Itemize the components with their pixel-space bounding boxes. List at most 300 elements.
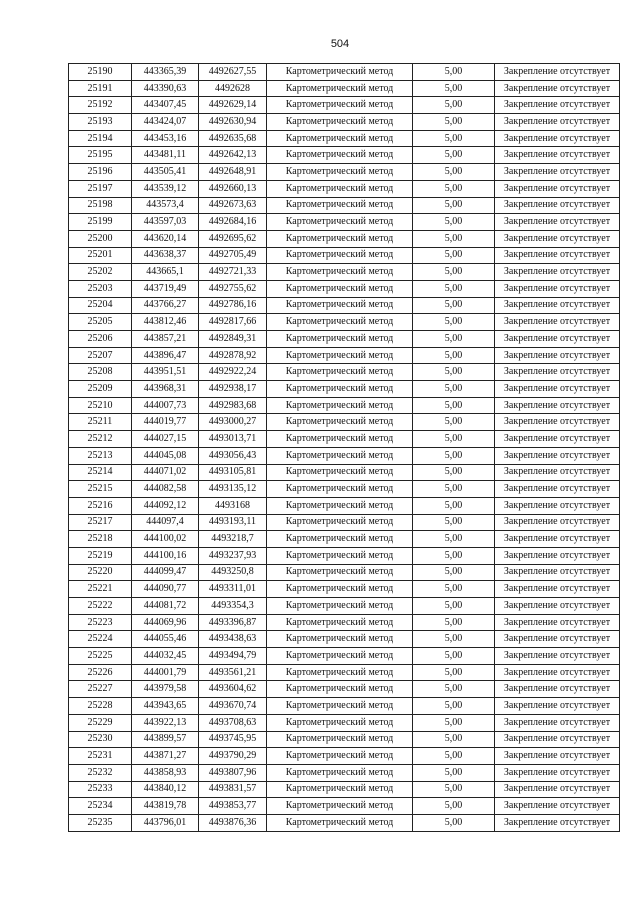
table-row — [69, 280, 620, 297]
table-row — [69, 314, 620, 331]
y-coordinate-cell: 4493876,36 — [199, 814, 267, 831]
marking-cell: Закрепление отсутствует — [495, 681, 620, 698]
y-coordinate-cell: 4492684,16 — [199, 214, 267, 231]
table-row — [69, 814, 620, 831]
x-coordinate-cell: 443365,39 — [132, 64, 199, 81]
table-row — [69, 247, 620, 264]
accuracy-cell: 5,00 — [413, 598, 495, 615]
coordinates-table — [68, 63, 620, 832]
table-row — [69, 798, 620, 815]
y-coordinate-cell: 4492695,62 — [199, 230, 267, 247]
marking-cell: Закрепление отсутствует — [495, 80, 620, 97]
accuracy-cell: 5,00 — [413, 781, 495, 798]
accuracy-cell: 5,00 — [413, 481, 495, 498]
accuracy-cell: 5,00 — [413, 631, 495, 648]
accuracy-cell: 5,00 — [413, 130, 495, 147]
accuracy-cell: 5,00 — [413, 648, 495, 665]
point-number-cell: 25206 — [69, 331, 132, 348]
x-coordinate-cell: 443620,14 — [132, 230, 199, 247]
table-row — [69, 114, 620, 131]
marking-cell: Закрепление отсутствует — [495, 698, 620, 715]
accuracy-cell: 5,00 — [413, 514, 495, 531]
x-coordinate-cell: 444007,73 — [132, 397, 199, 414]
y-coordinate-cell: 4492628 — [199, 80, 267, 97]
table-row — [69, 664, 620, 681]
accuracy-cell: 5,00 — [413, 80, 495, 97]
x-coordinate-cell: 444090,77 — [132, 581, 199, 598]
table-row — [69, 497, 620, 514]
method-cell: Картометрический метод — [267, 180, 413, 197]
x-coordinate-cell: 443951,51 — [132, 364, 199, 381]
y-coordinate-cell: 4492983,68 — [199, 397, 267, 414]
method-cell: Картометрический метод — [267, 214, 413, 231]
accuracy-cell: 5,00 — [413, 364, 495, 381]
table-row — [69, 731, 620, 748]
marking-cell: Закрепление отсутствует — [495, 164, 620, 181]
method-cell: Картометрический метод — [267, 764, 413, 781]
y-coordinate-cell: 4493396,87 — [199, 614, 267, 631]
method-cell: Картометрический метод — [267, 397, 413, 414]
table-row — [69, 581, 620, 598]
x-coordinate-cell: 443858,93 — [132, 764, 199, 781]
accuracy-cell: 5,00 — [413, 748, 495, 765]
marking-cell: Закрепление отсутствует — [495, 814, 620, 831]
y-coordinate-cell: 4493745,95 — [199, 731, 267, 748]
method-cell: Картометрический метод — [267, 748, 413, 765]
accuracy-cell: 5,00 — [413, 681, 495, 698]
table-row — [69, 431, 620, 448]
accuracy-cell: 5,00 — [413, 664, 495, 681]
point-number-cell: 25198 — [69, 197, 132, 214]
y-coordinate-cell: 4492705,49 — [199, 247, 267, 264]
y-coordinate-cell: 4492922,24 — [199, 364, 267, 381]
table-row — [69, 297, 620, 314]
table-row — [69, 547, 620, 564]
point-number-cell: 25221 — [69, 581, 132, 598]
table-body — [69, 64, 620, 832]
table-row — [69, 64, 620, 81]
method-cell: Картометрический метод — [267, 230, 413, 247]
accuracy-cell: 5,00 — [413, 531, 495, 548]
table-row — [69, 531, 620, 548]
table-row — [69, 331, 620, 348]
marking-cell: Закрепление отсутствует — [495, 581, 620, 598]
marking-cell: Закрепление отсутствует — [495, 297, 620, 314]
marking-cell: Закрепление отсутствует — [495, 331, 620, 348]
marking-cell: Закрепление отсутствует — [495, 648, 620, 665]
table-row — [69, 631, 620, 648]
point-number-cell: 25212 — [69, 431, 132, 448]
point-number-cell: 25202 — [69, 264, 132, 281]
table-row — [69, 364, 620, 381]
method-cell: Картометрический метод — [267, 598, 413, 615]
method-cell: Картометрический метод — [267, 147, 413, 164]
point-number-cell: 25225 — [69, 648, 132, 665]
marking-cell: Закрепление отсутствует — [495, 631, 620, 648]
x-coordinate-cell: 444081,72 — [132, 598, 199, 615]
point-number-cell: 25233 — [69, 781, 132, 798]
x-coordinate-cell: 443390,63 — [132, 80, 199, 97]
method-cell: Картометрический метод — [267, 381, 413, 398]
y-coordinate-cell: 4493604,62 — [199, 681, 267, 698]
accuracy-cell: 5,00 — [413, 280, 495, 297]
y-coordinate-cell: 4493105,81 — [199, 464, 267, 481]
y-coordinate-cell: 4492849,31 — [199, 331, 267, 348]
marking-cell: Закрепление отсутствует — [495, 381, 620, 398]
method-cell: Картометрический метод — [267, 314, 413, 331]
accuracy-cell: 5,00 — [413, 247, 495, 264]
accuracy-cell: 5,00 — [413, 414, 495, 431]
method-cell: Картометрический метод — [267, 264, 413, 281]
point-number-cell: 25193 — [69, 114, 132, 131]
point-number-cell: 25191 — [69, 80, 132, 97]
method-cell: Картометрический метод — [267, 798, 413, 815]
x-coordinate-cell: 444032,45 — [132, 648, 199, 665]
table-row — [69, 130, 620, 147]
point-number-cell: 25196 — [69, 164, 132, 181]
x-coordinate-cell: 444045,08 — [132, 447, 199, 464]
point-number-cell: 25219 — [69, 547, 132, 564]
point-number-cell: 25190 — [69, 64, 132, 81]
x-coordinate-cell: 444092,12 — [132, 497, 199, 514]
y-coordinate-cell: 4493790,29 — [199, 748, 267, 765]
method-cell: Картометрический метод — [267, 614, 413, 631]
x-coordinate-cell: 443968,31 — [132, 381, 199, 398]
marking-cell: Закрепление отсутствует — [495, 197, 620, 214]
accuracy-cell: 5,00 — [413, 97, 495, 114]
accuracy-cell: 5,00 — [413, 264, 495, 281]
marking-cell: Закрепление отсутствует — [495, 347, 620, 364]
marking-cell: Закрепление отсутствует — [495, 714, 620, 731]
y-coordinate-cell: 4493000,27 — [199, 414, 267, 431]
method-cell: Картометрический метод — [267, 297, 413, 314]
method-cell: Картометрический метод — [267, 130, 413, 147]
table-row — [69, 97, 620, 114]
point-number-cell: 25235 — [69, 814, 132, 831]
y-coordinate-cell: 4493193,11 — [199, 514, 267, 531]
method-cell: Картометрический метод — [267, 497, 413, 514]
x-coordinate-cell: 443899,57 — [132, 731, 199, 748]
x-coordinate-cell: 444100,16 — [132, 547, 199, 564]
accuracy-cell: 5,00 — [413, 147, 495, 164]
method-cell: Картометрический метод — [267, 781, 413, 798]
point-number-cell: 25214 — [69, 464, 132, 481]
point-number-cell: 25197 — [69, 180, 132, 197]
x-coordinate-cell: 444019,77 — [132, 414, 199, 431]
y-coordinate-cell: 4493438,63 — [199, 631, 267, 648]
table-row — [69, 164, 620, 181]
x-coordinate-cell: 443539,12 — [132, 180, 199, 197]
y-coordinate-cell: 4493135,12 — [199, 481, 267, 498]
accuracy-cell: 5,00 — [413, 164, 495, 181]
y-coordinate-cell: 4493311,01 — [199, 581, 267, 598]
x-coordinate-cell: 443665,1 — [132, 264, 199, 281]
point-number-cell: 25207 — [69, 347, 132, 364]
marking-cell: Закрепление отсутствует — [495, 464, 620, 481]
y-coordinate-cell: 4492660,13 — [199, 180, 267, 197]
y-coordinate-cell: 4492673,63 — [199, 197, 267, 214]
table-row — [69, 447, 620, 464]
method-cell: Картометрический метод — [267, 347, 413, 364]
table-row — [69, 214, 620, 231]
table-row — [69, 648, 620, 665]
marking-cell: Закрепление отсутствует — [495, 531, 620, 548]
method-cell: Картометрический метод — [267, 531, 413, 548]
point-number-cell: 25199 — [69, 214, 132, 231]
accuracy-cell: 5,00 — [413, 547, 495, 564]
point-number-cell: 25224 — [69, 631, 132, 648]
method-cell: Картометрический метод — [267, 464, 413, 481]
point-number-cell: 25194 — [69, 130, 132, 147]
method-cell: Картометрический метод — [267, 581, 413, 598]
point-number-cell: 25234 — [69, 798, 132, 815]
x-coordinate-cell: 443896,47 — [132, 347, 199, 364]
marking-cell: Закрепление отсутствует — [495, 230, 620, 247]
marking-cell: Закрепление отсутствует — [495, 364, 620, 381]
x-coordinate-cell: 443796,01 — [132, 814, 199, 831]
table-row — [69, 147, 620, 164]
y-coordinate-cell: 4493013,71 — [199, 431, 267, 448]
table-row — [69, 397, 620, 414]
y-coordinate-cell: 4493561,21 — [199, 664, 267, 681]
table-row — [69, 381, 620, 398]
y-coordinate-cell: 4493237,93 — [199, 547, 267, 564]
y-coordinate-cell: 4493250,8 — [199, 564, 267, 581]
method-cell: Картометрический метод — [267, 364, 413, 381]
point-number-cell: 25223 — [69, 614, 132, 631]
marking-cell: Закрепление отсутствует — [495, 481, 620, 498]
table-row — [69, 764, 620, 781]
marking-cell: Закрепление отсутствует — [495, 731, 620, 748]
marking-cell: Закрепление отсутствует — [495, 781, 620, 798]
y-coordinate-cell: 4493708,63 — [199, 714, 267, 731]
point-number-cell: 25208 — [69, 364, 132, 381]
x-coordinate-cell: 443597,03 — [132, 214, 199, 231]
method-cell: Картометрический метод — [267, 631, 413, 648]
method-cell: Картометрический метод — [267, 247, 413, 264]
point-number-cell: 25201 — [69, 247, 132, 264]
point-number-cell: 25227 — [69, 681, 132, 698]
point-number-cell: 25211 — [69, 414, 132, 431]
x-coordinate-cell: 443979,58 — [132, 681, 199, 698]
method-cell: Картометрический метод — [267, 414, 413, 431]
y-coordinate-cell: 4492786,16 — [199, 297, 267, 314]
method-cell: Картометрический метод — [267, 814, 413, 831]
y-coordinate-cell: 4493218,7 — [199, 531, 267, 548]
accuracy-cell: 5,00 — [413, 614, 495, 631]
y-coordinate-cell: 4493807,96 — [199, 764, 267, 781]
marking-cell: Закрепление отсутствует — [495, 314, 620, 331]
point-number-cell: 25216 — [69, 497, 132, 514]
accuracy-cell: 5,00 — [413, 397, 495, 414]
x-coordinate-cell: 443638,37 — [132, 247, 199, 264]
x-coordinate-cell: 443573,4 — [132, 197, 199, 214]
method-cell: Картометрический метод — [267, 731, 413, 748]
marking-cell: Закрепление отсутствует — [495, 598, 620, 615]
x-coordinate-cell: 444055,46 — [132, 631, 199, 648]
x-coordinate-cell: 444001,79 — [132, 664, 199, 681]
x-coordinate-cell: 443812,46 — [132, 314, 199, 331]
x-coordinate-cell: 443819,78 — [132, 798, 199, 815]
marking-cell: Закрепление отсутствует — [495, 130, 620, 147]
method-cell: Картометрический метод — [267, 481, 413, 498]
marking-cell: Закрепление отсутствует — [495, 798, 620, 815]
marking-cell: Закрепление отсутствует — [495, 147, 620, 164]
marking-cell: Закрепление отсутствует — [495, 64, 620, 81]
table-row — [69, 414, 620, 431]
y-coordinate-cell: 4493831,57 — [199, 781, 267, 798]
table-row — [69, 748, 620, 765]
y-coordinate-cell: 4492817,66 — [199, 314, 267, 331]
point-number-cell: 25217 — [69, 514, 132, 531]
x-coordinate-cell: 444082,58 — [132, 481, 199, 498]
accuracy-cell: 5,00 — [413, 447, 495, 464]
accuracy-cell: 5,00 — [413, 798, 495, 815]
marking-cell: Закрепление отсутствует — [495, 114, 620, 131]
point-number-cell: 25209 — [69, 381, 132, 398]
x-coordinate-cell: 443840,12 — [132, 781, 199, 798]
x-coordinate-cell: 444100,02 — [132, 531, 199, 548]
table-row — [69, 197, 620, 214]
accuracy-cell: 5,00 — [413, 564, 495, 581]
marking-cell: Закрепление отсутствует — [495, 247, 620, 264]
point-number-cell: 25230 — [69, 731, 132, 748]
point-number-cell: 25215 — [69, 481, 132, 498]
marking-cell: Закрепление отсутствует — [495, 447, 620, 464]
accuracy-cell: 5,00 — [413, 581, 495, 598]
table-row — [69, 230, 620, 247]
accuracy-cell: 5,00 — [413, 497, 495, 514]
marking-cell: Закрепление отсутствует — [495, 280, 620, 297]
marking-cell: Закрепление отсутствует — [495, 564, 620, 581]
x-coordinate-cell: 443922,13 — [132, 714, 199, 731]
table-row — [69, 514, 620, 531]
y-coordinate-cell: 4492755,62 — [199, 280, 267, 297]
y-coordinate-cell: 4493494,79 — [199, 648, 267, 665]
point-number-cell: 25232 — [69, 764, 132, 781]
method-cell: Картометрический метод — [267, 514, 413, 531]
y-coordinate-cell: 4492635,68 — [199, 130, 267, 147]
accuracy-cell: 5,00 — [413, 347, 495, 364]
y-coordinate-cell: 4493354,3 — [199, 598, 267, 615]
point-number-cell: 25228 — [69, 698, 132, 715]
x-coordinate-cell: 443481,11 — [132, 147, 199, 164]
table-row — [69, 781, 620, 798]
method-cell: Картометрический метод — [267, 97, 413, 114]
accuracy-cell: 5,00 — [413, 114, 495, 131]
y-coordinate-cell: 4492629,14 — [199, 97, 267, 114]
x-coordinate-cell: 444071,02 — [132, 464, 199, 481]
accuracy-cell: 5,00 — [413, 431, 495, 448]
marking-cell: Закрепление отсутствует — [495, 397, 620, 414]
table-row — [69, 714, 620, 731]
x-coordinate-cell: 443857,21 — [132, 331, 199, 348]
page-number: 504 — [330, 38, 350, 50]
x-coordinate-cell: 443407,45 — [132, 97, 199, 114]
accuracy-cell: 5,00 — [413, 230, 495, 247]
table-row — [69, 264, 620, 281]
method-cell: Картометрический метод — [267, 164, 413, 181]
x-coordinate-cell: 443453,16 — [132, 130, 199, 147]
x-coordinate-cell: 443505,41 — [132, 164, 199, 181]
accuracy-cell: 5,00 — [413, 331, 495, 348]
method-cell: Картометрический метод — [267, 714, 413, 731]
marking-cell: Закрепление отсутствует — [495, 264, 620, 281]
marking-cell: Закрепление отсутствует — [495, 748, 620, 765]
y-coordinate-cell: 4492630,94 — [199, 114, 267, 131]
x-coordinate-cell: 443871,27 — [132, 748, 199, 765]
method-cell: Картометрический метод — [267, 280, 413, 297]
y-coordinate-cell: 4492648,91 — [199, 164, 267, 181]
marking-cell: Закрепление отсутствует — [495, 497, 620, 514]
point-number-cell: 25231 — [69, 748, 132, 765]
point-number-cell: 25192 — [69, 97, 132, 114]
accuracy-cell: 5,00 — [413, 314, 495, 331]
y-coordinate-cell: 4493056,43 — [199, 447, 267, 464]
y-coordinate-cell: 4492642,13 — [199, 147, 267, 164]
marking-cell: Закрепление отсутствует — [495, 214, 620, 231]
marking-cell: Закрепление отсутствует — [495, 764, 620, 781]
x-coordinate-cell: 443943,65 — [132, 698, 199, 715]
accuracy-cell: 5,00 — [413, 814, 495, 831]
marking-cell: Закрепление отсутствует — [495, 547, 620, 564]
x-coordinate-cell: 444097,4 — [132, 514, 199, 531]
table-row — [69, 481, 620, 498]
table-row — [69, 464, 620, 481]
method-cell: Картометрический метод — [267, 197, 413, 214]
method-cell: Картометрический метод — [267, 547, 413, 564]
accuracy-cell: 5,00 — [413, 698, 495, 715]
accuracy-cell: 5,00 — [413, 731, 495, 748]
x-coordinate-cell: 443719,49 — [132, 280, 199, 297]
method-cell: Картометрический метод — [267, 447, 413, 464]
marking-cell: Закрепление отсутствует — [495, 614, 620, 631]
marking-cell: Закрепление отсутствует — [495, 664, 620, 681]
x-coordinate-cell: 444069,96 — [132, 614, 199, 631]
marking-cell: Закрепление отсутствует — [495, 180, 620, 197]
table-row — [69, 698, 620, 715]
y-coordinate-cell: 4493853,77 — [199, 798, 267, 815]
marking-cell: Закрепление отсутствует — [495, 514, 620, 531]
x-coordinate-cell: 443766,27 — [132, 297, 199, 314]
point-number-cell: 25218 — [69, 531, 132, 548]
marking-cell: Закрепление отсутствует — [495, 97, 620, 114]
point-number-cell: 25195 — [69, 147, 132, 164]
point-number-cell: 25205 — [69, 314, 132, 331]
y-coordinate-cell: 4493168 — [199, 497, 267, 514]
table-row — [69, 598, 620, 615]
accuracy-cell: 5,00 — [413, 714, 495, 731]
table-row — [69, 614, 620, 631]
table-row — [69, 180, 620, 197]
method-cell: Картометрический метод — [267, 114, 413, 131]
point-number-cell: 25222 — [69, 598, 132, 615]
method-cell: Картометрический метод — [267, 698, 413, 715]
method-cell: Картометрический метод — [267, 648, 413, 665]
accuracy-cell: 5,00 — [413, 64, 495, 81]
accuracy-cell: 5,00 — [413, 464, 495, 481]
accuracy-cell: 5,00 — [413, 180, 495, 197]
y-coordinate-cell: 4492627,55 — [199, 64, 267, 81]
accuracy-cell: 5,00 — [413, 197, 495, 214]
point-number-cell: 25229 — [69, 714, 132, 731]
method-cell: Картометрический метод — [267, 564, 413, 581]
method-cell: Картометрический метод — [267, 681, 413, 698]
accuracy-cell: 5,00 — [413, 381, 495, 398]
table-row — [69, 347, 620, 364]
marking-cell: Закрепление отсутствует — [495, 414, 620, 431]
method-cell: Картометрический метод — [267, 431, 413, 448]
